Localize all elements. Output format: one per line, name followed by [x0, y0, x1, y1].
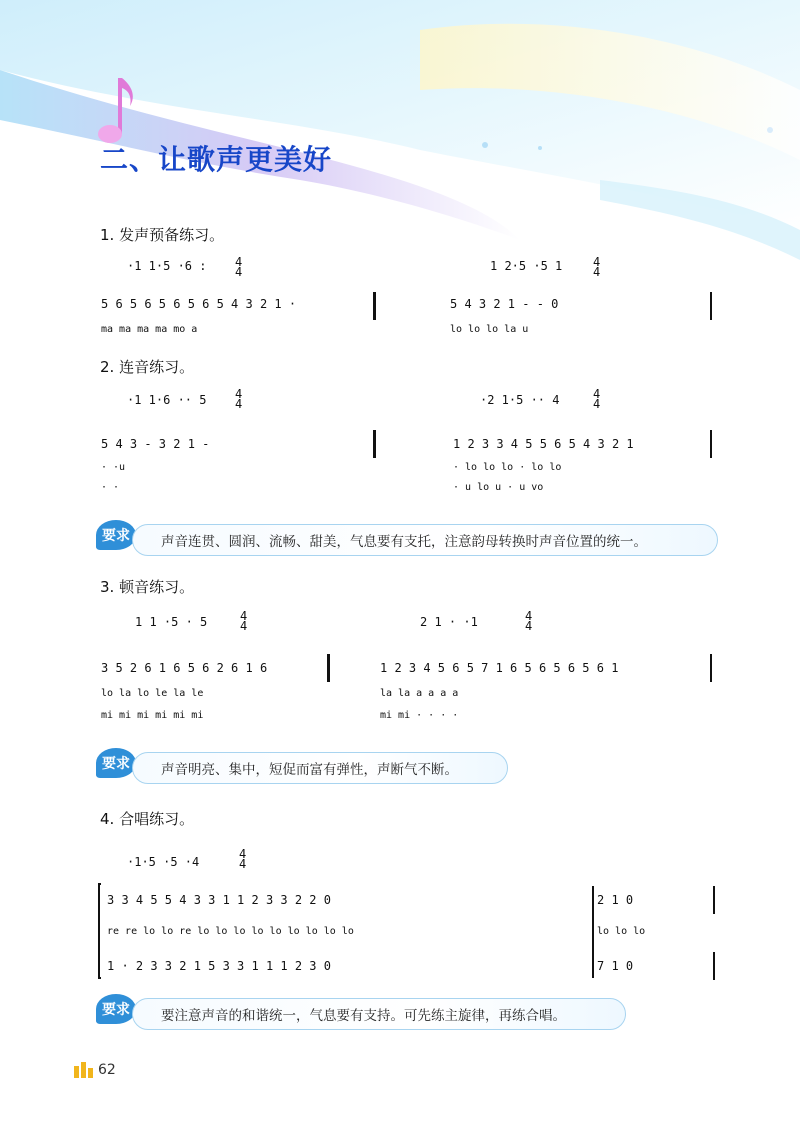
svg-text:·1 1·5 ·6 :: ·1 1·5 ·6 : — [127, 259, 207, 273]
requirement-text-1: 声音连贯、圆润、流畅、甜美，气息要有支托，注意韵母转换时声音位置的统一。 — [161, 534, 647, 550]
page-bars-icon — [74, 1062, 94, 1078]
svg-text:4: 4 — [593, 265, 601, 279]
svg-text:2 1 0: 2 1 0 — [597, 893, 634, 907]
requirement-2 — [96, 750, 508, 786]
requirement-text-3: 要注意声音的和谐统一，气息要有支持。可先练主旋律，再练合唱。 — [161, 1008, 566, 1024]
svg-text:4: 4 — [525, 619, 533, 633]
svg-text:2 1 · ·1: 2 1 · ·1 — [420, 615, 478, 629]
score-exercise-1 — [95, 252, 735, 342]
svg-text:5 6 5 6 5 6 5 6 5 4 3 2 1 ·: 5 6 5 6 5 6 5 6 5 4 3 2 1 · — [101, 297, 297, 311]
svg-text:1 2 3 3 4 5 5 6 5 4 3 2 1: 1 2 3 3 4 5 5 6 5 4 3 2 1 — [453, 437, 634, 451]
exercise-heading-2: 2. 连音练习。 — [100, 358, 195, 376]
requirement-1 — [96, 522, 718, 558]
svg-text:·1·5 ·5 ·4: ·1·5 ·5 ·4 — [127, 855, 200, 869]
svg-text:lo lo lo la u: lo lo lo la u — [450, 324, 529, 335]
svg-text:7 1 0: 7 1 0 — [597, 959, 634, 973]
exercise-heading-3: 3. 顿音练习。 — [100, 578, 195, 596]
svg-text:4: 4 — [525, 609, 533, 623]
svg-text:4: 4 — [235, 397, 243, 411]
svg-text:3 5 2 6 1 6 5 6 2 6 1 6: 3 5 2 6 1 6 5 6 2 6 1 6 — [101, 661, 268, 675]
svg-text:4: 4 — [235, 265, 243, 279]
requirement-box-3 — [132, 998, 626, 1030]
svg-text:lo lo lo: lo lo lo — [597, 926, 646, 937]
svg-text:1 2·5 ·5 1: 1 2·5 ·5 1 — [490, 259, 563, 273]
svg-text:1 · 2 3 3 2 1 5 3 3: 1 · 2 3 3 2 1 5 3 3 1 1 1 2 3 0 — [107, 959, 331, 973]
exercise-heading-4: 4. 合唱练习。 — [100, 810, 195, 828]
svg-text:la la a a a a: la la a a a a — [380, 688, 459, 699]
score-exercise-2 — [95, 384, 735, 498]
svg-text:· ·u: · ·u — [101, 462, 126, 473]
requirement-text-2: 声音明亮、集中，短促而富有弹性，声断气不断。 — [161, 762, 458, 778]
svg-text:4: 4 — [235, 387, 243, 401]
svg-text:4: 4 — [593, 387, 601, 401]
requirement-badge-1: 要求 — [96, 520, 136, 550]
score-exercise-4 — [95, 842, 735, 988]
page-number: 62 — [98, 1062, 116, 1078]
score-exercise-3 — [95, 604, 735, 724]
requirement-badge-3: 要求 — [96, 994, 136, 1024]
exercise-heading-1: 1. 发声预备练习。 — [100, 226, 225, 244]
svg-text:·1 1·6 ·· 5: ·1 1·6 ·· 5 — [127, 393, 207, 407]
svg-text:4: 4 — [593, 397, 601, 411]
svg-text:4: 4 — [593, 255, 601, 269]
svg-text:mi mi mi mi mi mi: mi mi mi mi mi mi — [101, 710, 204, 721]
svg-text:1 1 ·5 · 5: 1 1 ·5 · 5 — [135, 615, 208, 629]
requirement-3 — [96, 996, 626, 1032]
requirement-box-2 — [132, 752, 508, 784]
svg-text:4: 4 — [240, 619, 248, 633]
svg-text:mi mi · · · ·: mi mi · · · · — [380, 710, 459, 721]
svg-text:4: 4 — [235, 255, 243, 269]
svg-text:· lo lo lo · lo lo: · lo lo lo · lo lo — [453, 462, 562, 473]
svg-text:ma ma ma ma mo a: ma ma ma ma mo a — [101, 324, 198, 335]
svg-text:lo la lo le la le: lo la lo le la le — [101, 688, 204, 699]
svg-text:· ·: · · — [101, 482, 120, 493]
page-title: 二、让歌声更美好 — [100, 143, 333, 176]
svg-text:4: 4 — [240, 609, 248, 623]
svg-text:3 3 4 5 5 4 3 3 1 1: 3 3 4 5 5 4 3 3 1 1 2 3 3 2 2 0 — [107, 893, 331, 907]
svg-text:·2 1·5 ·· 4: ·2 1·5 ·· 4 — [480, 393, 560, 407]
svg-text:· u lo u · u vo: · u lo u · u vo — [453, 482, 544, 493]
svg-text:4: 4 — [239, 847, 247, 861]
svg-text:1 2 3 4 5 6 5 7 1 6 5 6 5 6: 1 2 3 4 5 6 5 7 1 6 5 6 5 6 5 6 1 — [380, 661, 619, 675]
requirement-box-1 — [132, 524, 718, 556]
requirement-badge-2: 要求 — [96, 748, 136, 778]
svg-text:re re lo lo re lo lo lo: re re lo lo re lo lo lo lo lo lo lo lo lo — [107, 926, 354, 937]
svg-text:5 4 3 - 3 2 1 -: 5 4 3 - 3 2 1 - — [101, 437, 210, 451]
svg-text:4: 4 — [239, 857, 247, 871]
svg-text:5 4 3 2 1 - - 0: 5 4 3 2 1 - - 0 — [450, 297, 559, 311]
page-footer — [74, 1062, 116, 1078]
